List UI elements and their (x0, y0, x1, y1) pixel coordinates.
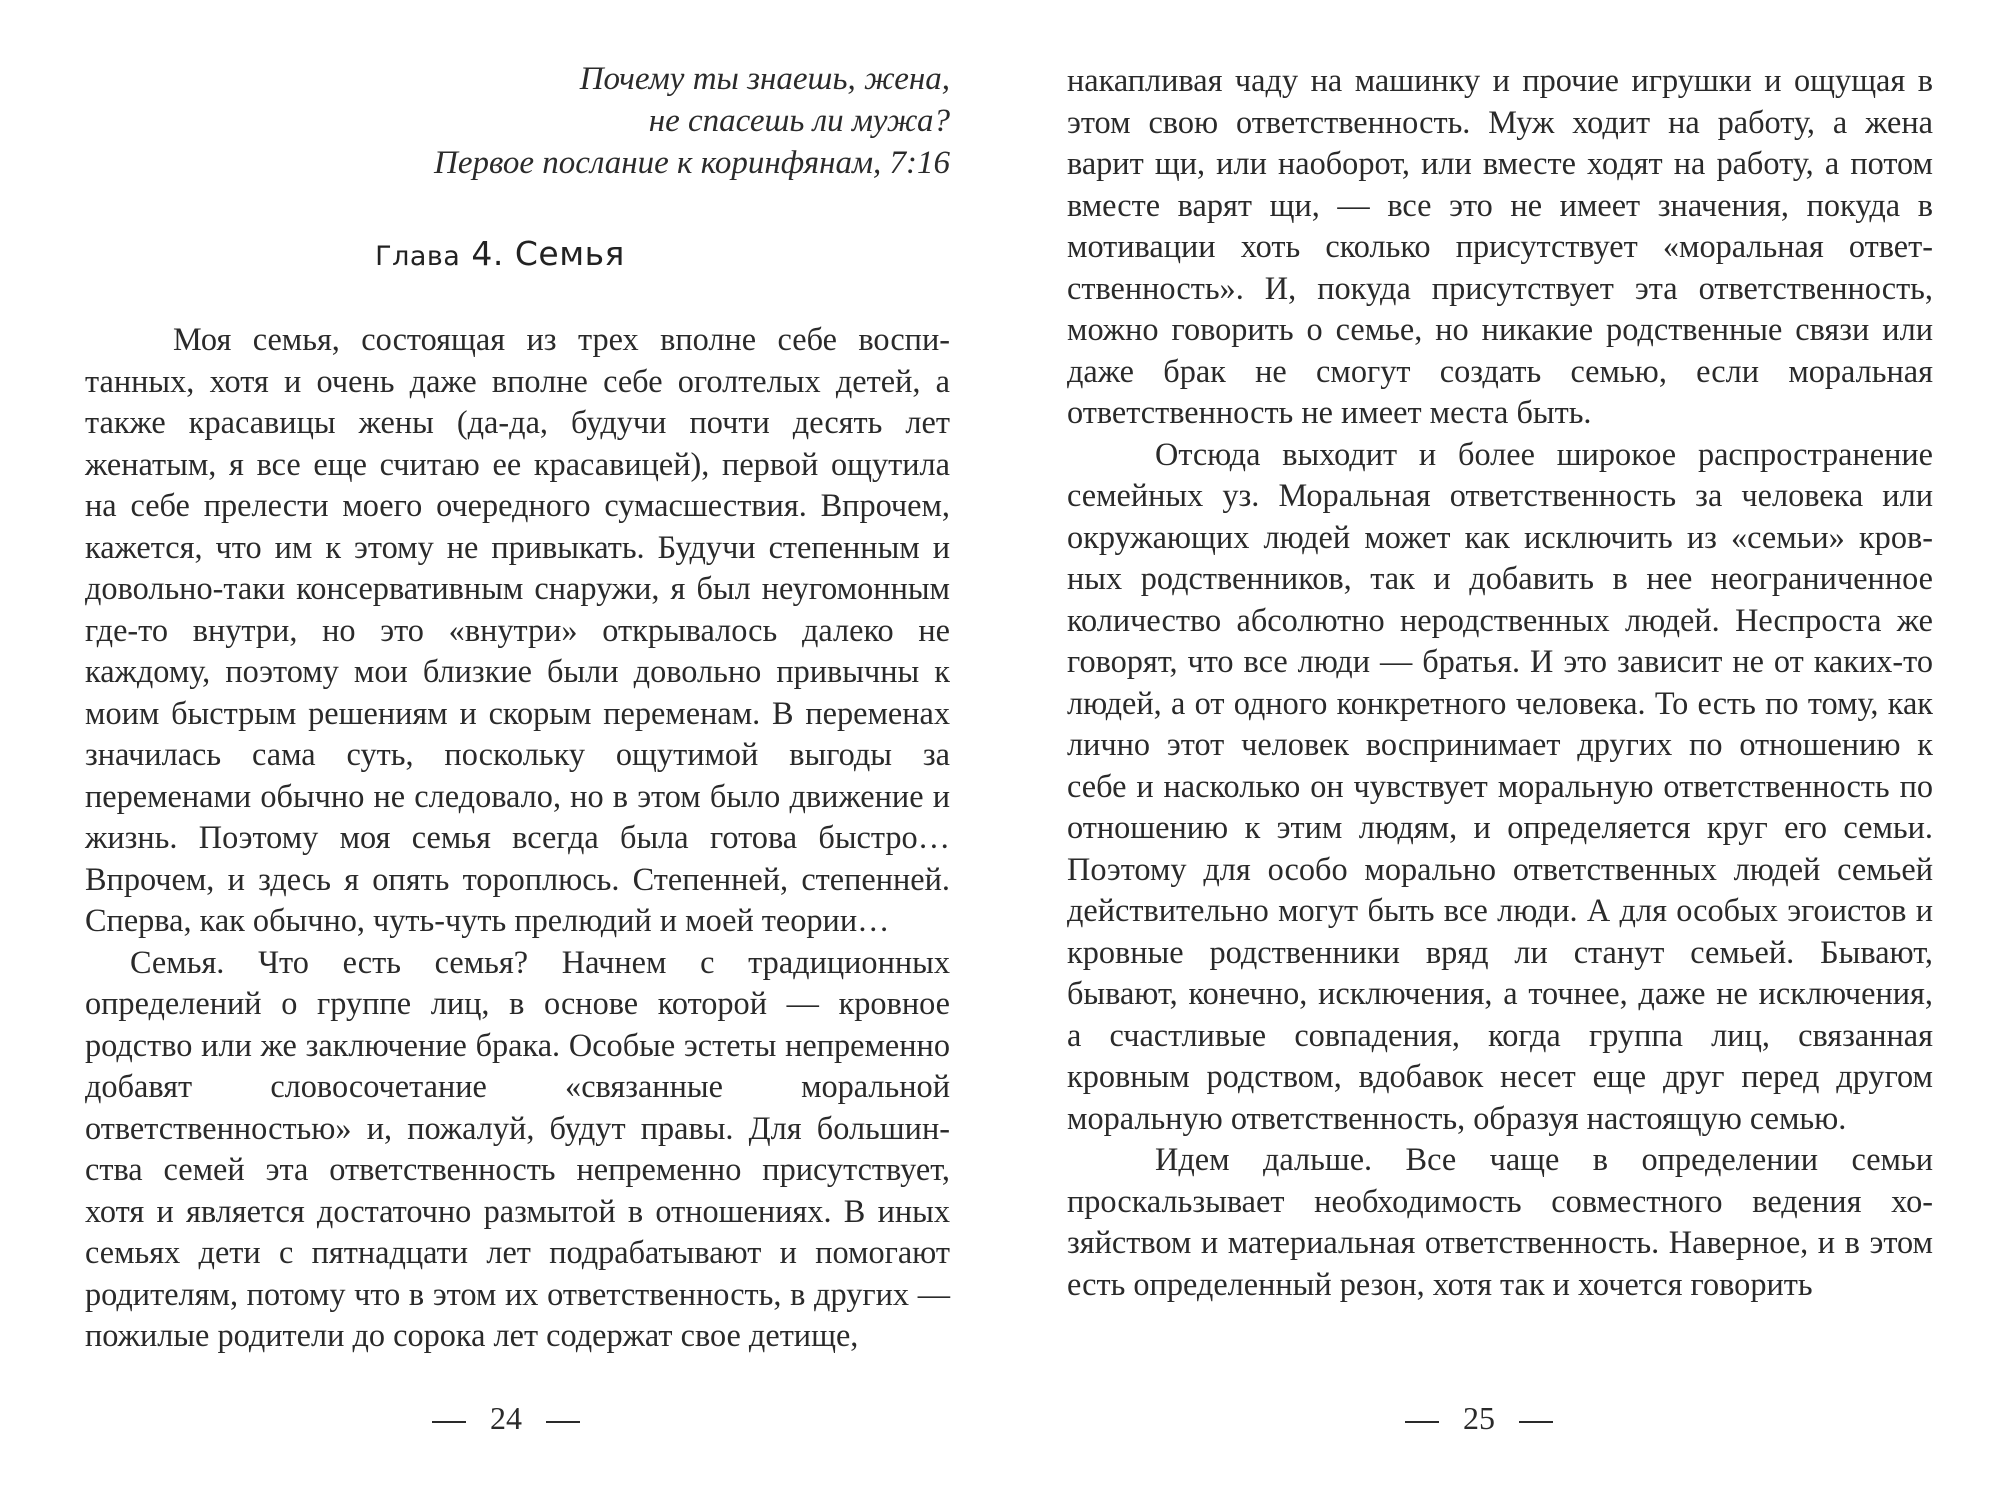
folio-dash-left (432, 1421, 466, 1423)
page-number-value: 25 (1463, 1400, 1495, 1436)
chapter-word: Глава (375, 241, 461, 272)
right-body-text (1067, 60, 1933, 1305)
epigraph-line-1: Почему ты знаешь, жена, (579, 61, 950, 97)
chapter-name: Семья (514, 234, 625, 273)
epigraph-source: Первое послание к коринфянам, 7:16 (434, 145, 950, 181)
left-body-text (85, 319, 950, 1357)
right-page (1000, 0, 2000, 1504)
paragraph: Семья. Что есть семья? Начнем с традиционных определений о группе лиц, в основе которой — кровное родство или же заключение брака. Особые эстеты непременно добавят словосочетание «связанные моральной ответственностью» и, пожалуй, будут правы. Для большинства семей эта ответственность непременно присутствует, хотя и является достаточно размытой в отношениях. В иных семьях дети с пятнадцати лет подрабатывают и помогают родителям, потому что в этом их ответственность, в других — пожилые родители до сорока лет содержат свое детище, (85, 943, 950, 1353)
epigraph-line-2: не спасешь ли мужа? (648, 103, 950, 139)
epigraph (434, 58, 950, 184)
chapter-title (0, 232, 1000, 279)
paragraph: Отсюда выходит и более широкое распространение семейных уз. Моральная ответственность за человека или окружающих людей может как исключить из «семьи» кровных родственников, так и добавить в нее неограниченное количество абсолютно неродственных людей. Неспроста же говорят, что все люди — братья. И это зависит не от каких-то людей, а от одного конкретного человека. То есть по тому, как лично этот человек воспринимает других по отношению к себе и насколько он чувствует моральную ответственность по отношению к этим людям, и определяется круг его семьи. Поэтому для особо морально ответственных людей семьей действительно могут быть все люди. А для особых эгоистов и кровные родственники вряд ли станут семьей. Бывают, бывают, конечно, исключения, а точнее, даже не исключения, а счастливые совпадения, когда группа лиц, связанная кровным родством, вдобавок несет еще друг перед другом моральную ответственность, образуя настоящую семью. (1067, 435, 1933, 1136)
page-number (432, 1398, 580, 1438)
page-number-value: 24 (490, 1400, 522, 1436)
paragraph: Моя семья, состоящая из трех вполне себе воспитанных, хотя и очень даже вполне себе оголтелых детей, а также красавицы жены (да-да, будучи почти десять лет женатым, я все еще считаю ее красавицей), первой ощутила на себе прелести моего очередного сумасшествия. Впрочем, кажется, что им к этому не привыкать. Будучи степенным и довольно-таки консервативным снаружи, я был неугомонным где-то внутри, но это «внутри» открывалось далеко не каждому, поэтому мои близкие были довольно привычны к моим быстрым решениям и скорым переменам. В переменах значилась сама суть, поскольку ощутимой выгоды за переменами обычно не следовало, но в этом было движение и жизнь. Поэтому моя семья всегда была готова быстро… Впрочем, и здесь я опять тороплюсь. Степенней, степенней. Сперва, как обычно, чуть-чуть прелюдий и моей теории… (85, 321, 950, 938)
chapter-number: 4. (471, 234, 504, 273)
paragraph: Идем дальше. Все чаще в определении семьи проскальзывает необходимость совместного ведения хозяйством и материальная ответственность. Наверное, и в этом есть определенный резон, хотя так и хочется говорить (1067, 1141, 1933, 1302)
folio-dash-left (1405, 1421, 1439, 1423)
page-number (1405, 1398, 1553, 1438)
paragraph: накапливая чаду на машинку и прочие игрушки и ощущая в этом свою ответственность. Муж ходит на работу, а жена варит щи, или наоборот, или вместе ходят на работу, а потом вместе варят щи, — все это не имеет значения, покуда в мотивации хоть сколько присутствует «моральная ответственность». И, покуда присутствует эта ответственность, можно говорить о семье, но никакие родственные связи или даже брак не смогут создать семью, если моральная ответственность не имеет места быть. (1067, 62, 1933, 430)
folio-dash-right (546, 1421, 580, 1423)
folio-dash-right (1519, 1421, 1553, 1423)
